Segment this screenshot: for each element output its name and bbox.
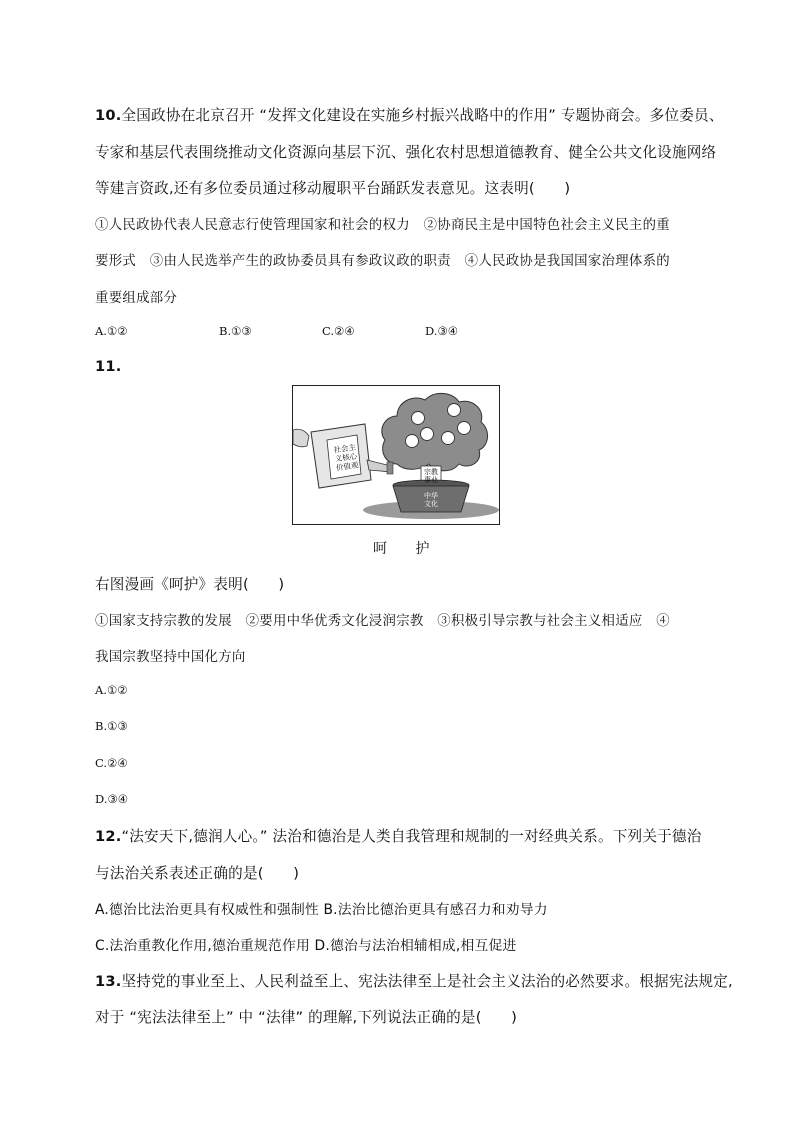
q10-option-d[interactable]: D.③④ xyxy=(425,324,459,338)
kettle-label: 社会主义核心价值观 xyxy=(332,442,360,473)
apple xyxy=(406,435,419,448)
apple xyxy=(421,428,434,441)
q12-options-line-1[interactable]: A.德治比法治更具有权威性和强制性 B.法治比德治更具有感召力和劝导力 xyxy=(95,902,548,918)
cartoon-caption: 呵 护 xyxy=(373,541,442,557)
pot-label: 中华文化 xyxy=(424,492,438,508)
spout-head xyxy=(387,462,393,474)
cartoon-figure xyxy=(292,385,500,525)
q10-number: 10. xyxy=(95,107,122,124)
q10-option-a[interactable]: A.①② xyxy=(95,324,128,338)
q12-options-line-2[interactable]: C.法治重教化作用,德治重规范作用 D.德治与法治相辅相成,相互促进 xyxy=(95,938,517,954)
q11-stem: 右图漫画《呵护》表明( ) xyxy=(95,576,285,593)
hand xyxy=(293,429,309,447)
q11-number: 11. xyxy=(95,358,122,375)
apple xyxy=(458,422,471,435)
q10-statement-2: 要形式 ③由人民选举产生的政协委员具有参政议政的职责 ④人民政协是我国国家治理体系的 xyxy=(95,254,671,269)
tree-crown xyxy=(382,393,488,470)
cartoon-illustration xyxy=(293,386,501,526)
q12-line-2: 与法治关系表述正确的是( ) xyxy=(95,865,300,882)
q10-statement-1: ①人民政协代表人民意志行使管理国家和社会的权力 ②协商民主是中国特色社会主义民主的重 xyxy=(95,218,671,233)
q10-statement-3: 重要组成部分 xyxy=(95,291,178,306)
q12-number: 12. xyxy=(95,828,122,845)
q11-statement-1: ①国家支持宗教的发展 ②要用中华优秀文化浸润宗教 ③积极引导宗教与社会主义相适应 ④ xyxy=(95,614,671,629)
apple xyxy=(412,412,425,425)
q13-line-2: 对于 “宪法法律至上” 中 “法律” 的理解,下列说法正确的是( ) xyxy=(95,1009,518,1026)
q11-option-c[interactable]: C.②④ xyxy=(95,756,128,770)
q10-line-3: 等建言资政,还有多位委员通过移动履职平台踊跃发表意见。这表明( ) xyxy=(95,180,571,197)
q11-statement-2: 我国宗教坚持中国化方向 xyxy=(95,650,246,665)
q12-line-1: 12.“法安天下,德润人心。” 法治和德治是人类自我管理和规制的一对经典关系。下列关于德治 xyxy=(95,828,702,845)
q10-line-2: 专家和基层代表围绕推动文化资源向基层下沉、强化农村思想道德教育、健全公共文化设施网络 xyxy=(95,144,717,161)
tree-label: 宗教事业 xyxy=(424,468,438,484)
q10-line-1: 10.全国政协在北京召开 “发挥文化建设在实施乡村振兴战略中的作用” 专题协商会。多位委员、 xyxy=(95,107,724,124)
q11-option-b[interactable]: B.①③ xyxy=(95,719,128,733)
q10-option-c[interactable]: C.②④ xyxy=(322,324,355,338)
apple xyxy=(442,432,455,445)
q13-number: 13. xyxy=(95,973,122,990)
apple xyxy=(448,404,461,417)
q13-line-1: 13.坚持党的事业至上、人民利益至上、宪法法律至上是社会主义法治的必然要求。根据宪法规定, xyxy=(95,973,733,990)
q11-option-a[interactable]: A.①② xyxy=(95,683,128,697)
q11-option-d[interactable]: D.③④ xyxy=(95,792,129,806)
q10-option-b[interactable]: B.①③ xyxy=(219,324,252,338)
